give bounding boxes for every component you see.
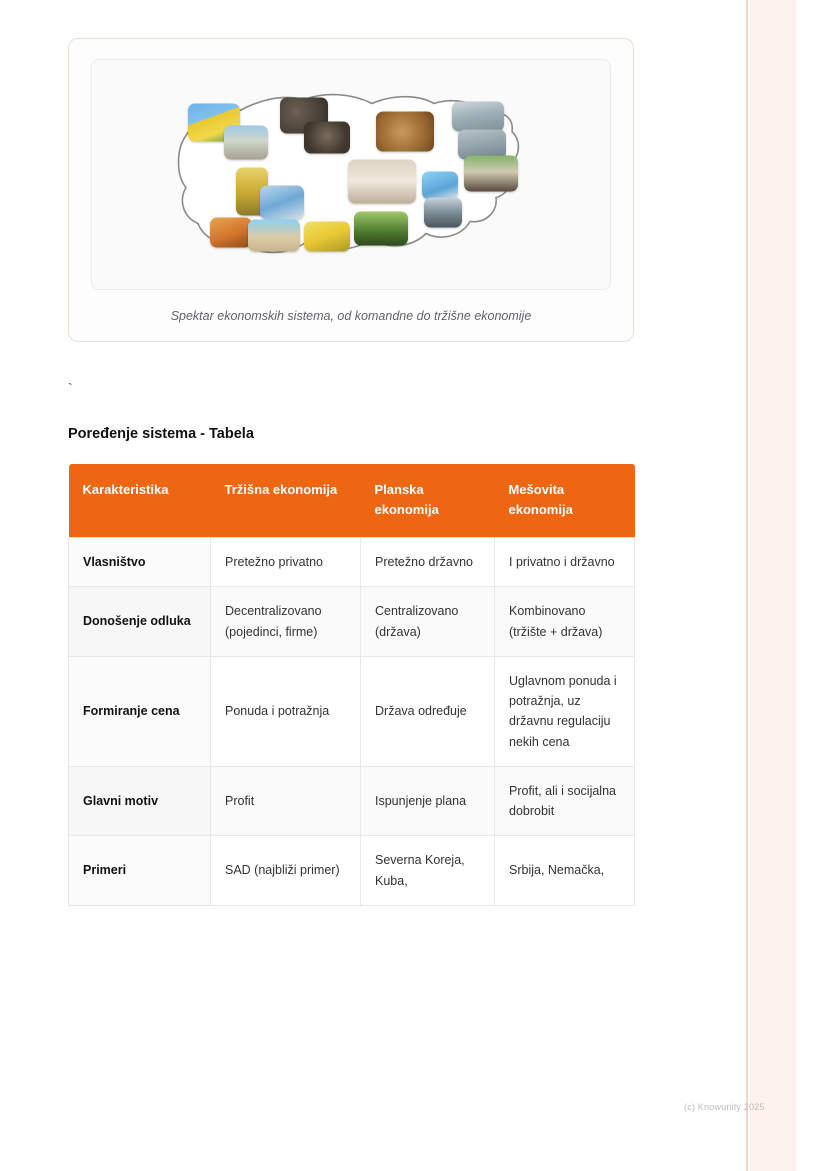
cell-market: Ponuda i potražnja (211, 656, 361, 766)
cell-mixed: Uglavnom ponuda i potražnja, uz državnu regulaciju nekih cena (495, 656, 635, 766)
right-margin-rule (746, 0, 748, 1171)
collage-tile (464, 155, 518, 191)
column-header-mixed: Mešovita ekonomija (495, 464, 635, 538)
collage-tile (260, 185, 304, 219)
cell-planned: Ispunjenje plana (361, 766, 495, 836)
collage-tile (354, 211, 408, 245)
figure-caption: Spektar ekonomskih sistema, od komandne do tržišne ekonomije (170, 309, 532, 323)
cell-mixed: Profit, ali i socijalna dobrobit (495, 766, 635, 836)
column-header-market: Tržišna ekonomija (211, 464, 361, 538)
collage-tile (422, 171, 458, 199)
collage-tile (348, 159, 416, 203)
comparison-table (68, 464, 635, 906)
table-row (69, 587, 635, 657)
page-title: Poređenje sistema - Tabela (68, 426, 254, 442)
cell-mixed: Srbija, Nemačka, (495, 836, 635, 906)
collage-tile (224, 125, 268, 159)
cell-market: Pretežno privatno (211, 538, 361, 587)
table-row (69, 656, 635, 766)
stray-mark: ` (68, 380, 73, 396)
document-content (68, 0, 634, 906)
column-header-planned: Planska ekonomija (361, 464, 495, 538)
table-row (69, 766, 635, 836)
cell-mixed: I privatno i državno (495, 538, 635, 587)
figure-card (68, 38, 634, 342)
collage-tile (304, 221, 350, 251)
row-label: Vlasništvo (69, 538, 211, 587)
collage-tile (424, 197, 462, 227)
cell-market: SAD (najbliži primer) (211, 836, 361, 906)
table-row (69, 538, 635, 587)
collage-tile (376, 111, 434, 151)
row-label: Donošenje odluka (69, 587, 211, 657)
cell-planned: Severna Koreja, Kuba, (361, 836, 495, 906)
collage-tile (304, 121, 350, 153)
figure-image (91, 59, 611, 290)
row-label: Primeri (69, 836, 211, 906)
right-margin-strip (750, 0, 796, 1171)
collage-tile (248, 219, 300, 251)
collage-tile (210, 217, 252, 247)
row-label: Glavni motiv (69, 766, 211, 836)
table-row (69, 836, 635, 906)
cell-market: Profit (211, 766, 361, 836)
map-collage (176, 87, 526, 262)
row-label: Formiranje cena (69, 656, 211, 766)
table-header-row (69, 464, 635, 538)
collage-tile (452, 101, 504, 131)
cell-planned: Država određuje (361, 656, 495, 766)
cell-market: Decentralizovano (pojedinci, firme) (211, 587, 361, 657)
cell-planned: Pretežno državno (361, 538, 495, 587)
cell-mixed: Kombinovano (tržište + država) (495, 587, 635, 657)
watermark: (c) Knowunity 2025 (684, 1102, 765, 1112)
cell-planned: Centralizovano (država) (361, 587, 495, 657)
column-header-characteristic: Karakteristika (69, 464, 211, 538)
